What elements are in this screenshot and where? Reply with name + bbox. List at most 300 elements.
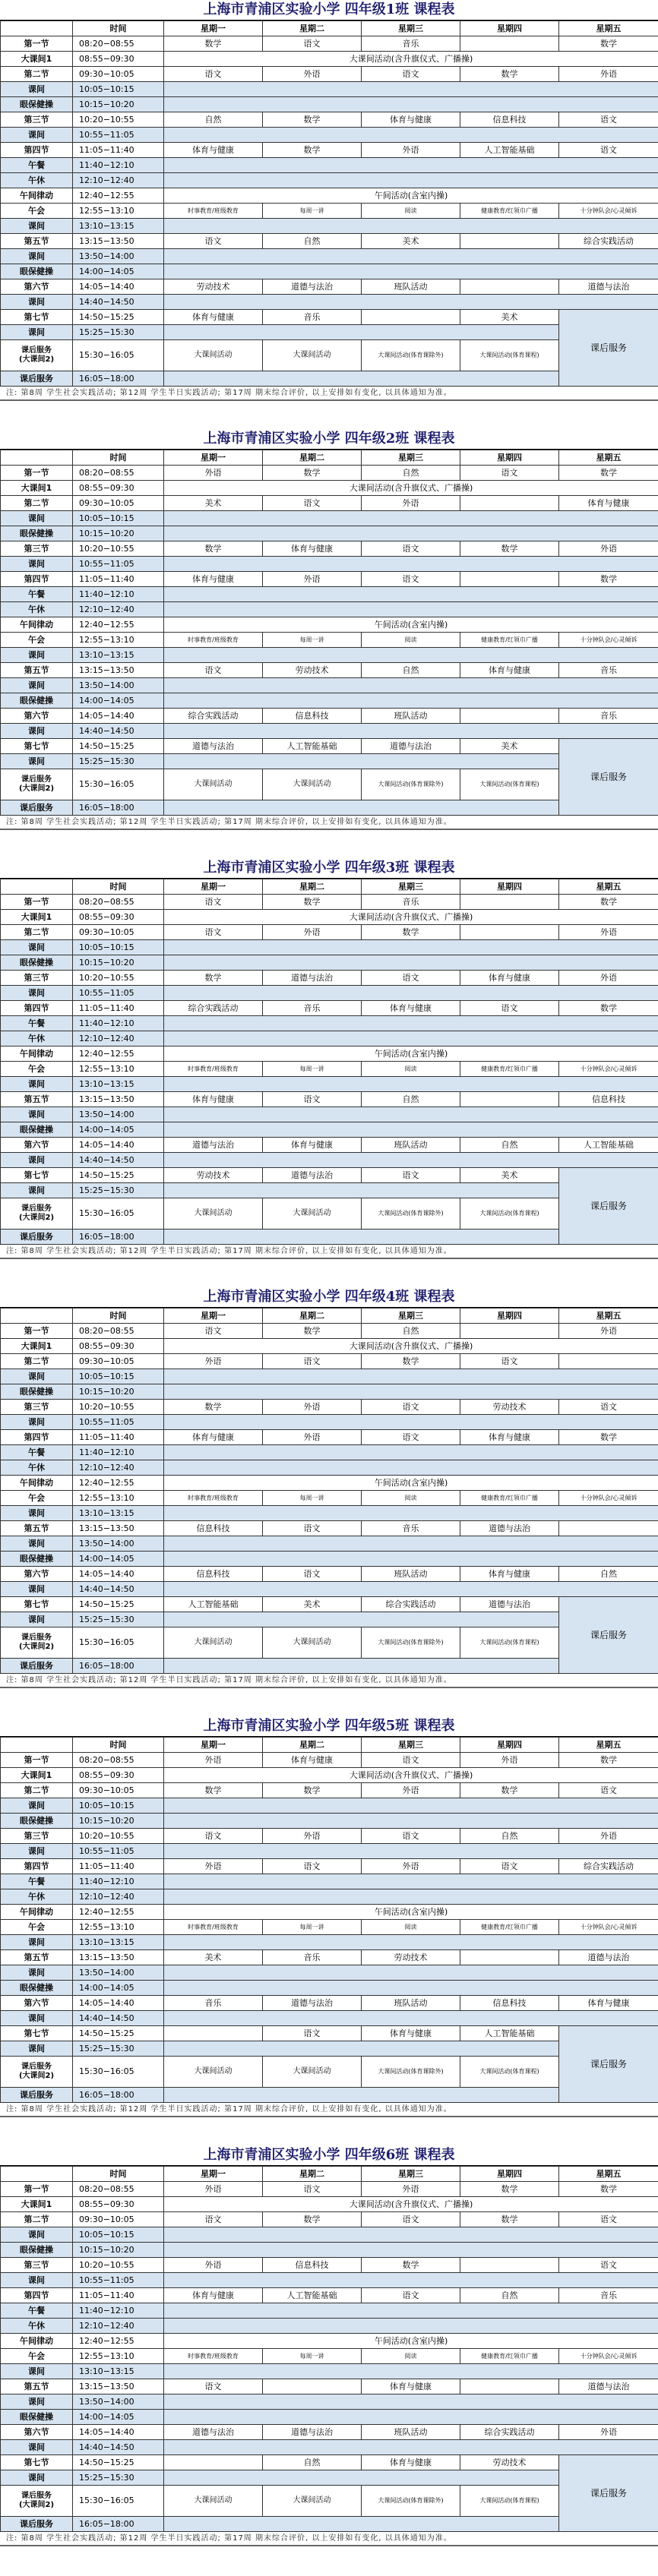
activity-cell: 午间活动(含室内操) — [164, 1905, 658, 1920]
period-time: 13:50−14:00 — [73, 1965, 164, 1981]
period-time: 09:30−10:05 — [73, 2212, 164, 2227]
empty-cell — [164, 940, 658, 955]
period-time: 12:40−12:55 — [73, 617, 164, 633]
period-time: 14:00−14:05 — [73, 1552, 164, 1567]
period-label: 午会 — [1, 204, 73, 219]
table-row — [1, 971, 658, 986]
subject-cell: 数学 — [164, 541, 263, 557]
period-label: 课后服务 (大课间2) — [1, 2486, 73, 2517]
period-label: 课间 — [1, 1536, 73, 1552]
subject-cell: 音乐 — [559, 2288, 658, 2303]
table-row — [1, 1339, 658, 1354]
subject-cell: 外语 — [460, 1753, 559, 1768]
period-time: 11:05−11:40 — [73, 1001, 164, 1016]
subject-cell: 语文 — [263, 36, 362, 52]
period-label: 午餐 — [1, 158, 73, 173]
subject-cell: 道德与法治 — [164, 739, 263, 754]
period-time: 14:00−14:05 — [73, 1122, 164, 1138]
activity-cell: 午间活动(含室内操) — [164, 1046, 658, 1062]
period-time: 15:30−16:05 — [73, 1198, 164, 1230]
subject-cell: 美术 — [263, 1597, 362, 1612]
subject-cell: 语文 — [362, 1430, 460, 1445]
period-label: 第四节 — [1, 143, 73, 158]
period-label: 午餐 — [1, 587, 73, 602]
meeting-cell: 十分钟队会/心灵倾诉 — [559, 633, 658, 648]
subject-cell: 自然 — [164, 112, 263, 128]
activity-cell: 午间活动(含室内操) — [164, 188, 658, 204]
period-label: 午间律动 — [1, 188, 73, 204]
period-time: 12:10−12:40 — [73, 602, 164, 617]
subject-cell — [559, 1521, 658, 1536]
subject-cell: 语文 — [362, 541, 460, 557]
period-time: 10:05−10:15 — [73, 940, 164, 955]
day-header: 星期一 — [164, 450, 263, 466]
activity-cell: 大课间活动(体育课程) — [460, 769, 559, 800]
period-label: 午间律动 — [1, 1046, 73, 1062]
period-time: 10:20−10:55 — [73, 2258, 164, 2273]
subject-cell: 体育与健康 — [362, 112, 460, 128]
table-row — [1, 2288, 658, 2303]
period-time: 11:05−11:40 — [73, 572, 164, 587]
empty-cell — [164, 264, 658, 279]
period-label: 课间 — [1, 2041, 73, 2057]
footnote: 注: 第8周 学生社会实践活动; 第12周 学生半日实践活动; 第17周 期末综合评价, 以上安排如有变化, 以具体通知为准。 — [0, 387, 658, 401]
subject-cell: 美术 — [362, 234, 460, 249]
table-row — [1, 1905, 658, 1920]
period-label: 课间 — [1, 1612, 73, 1627]
table-row — [1, 1582, 658, 1597]
empty-cell — [164, 526, 658, 541]
subject-cell — [362, 310, 460, 325]
subject-cell: 语文 — [164, 895, 263, 910]
schedule-table — [0, 2166, 658, 2532]
table-row — [1, 1536, 658, 1552]
meeting-cell: 阅读 — [362, 2349, 460, 2364]
empty-cell — [164, 1844, 658, 1859]
activity-cell: 午间活动(含室内操) — [164, 617, 658, 633]
period-label: 课后服务 (大课间2) — [1, 1198, 73, 1230]
subject-cell: 班队活动 — [362, 1567, 460, 1582]
period-time: 12:55−13:10 — [73, 2349, 164, 2364]
meeting-cell: 健康教育/红领巾广播 — [460, 1491, 559, 1506]
table-row — [1, 52, 658, 67]
subject-cell: 信息科技 — [263, 709, 362, 724]
period-label: 大课间1 — [1, 52, 73, 67]
activity-cell: 午间活动(含室内操) — [164, 2334, 658, 2349]
subject-cell: 外语 — [263, 925, 362, 940]
subject-cell: 自然 — [460, 1829, 559, 1844]
subject-cell: 自然 — [460, 1138, 559, 1153]
period-label: 课间 — [1, 1153, 73, 1168]
corner-cell — [1, 450, 73, 466]
subject-cell: 数学 — [362, 2258, 460, 2273]
period-label: 第五节 — [1, 663, 73, 678]
day-header: 星期四 — [460, 1738, 559, 1753]
day-header: 星期二 — [263, 2167, 362, 2182]
table-row — [1, 481, 658, 496]
day-header: 星期一 — [164, 21, 263, 36]
subject-cell: 语文 — [164, 2212, 263, 2227]
subject-cell: 语文 — [460, 1001, 559, 1016]
subject-cell: 道德与法治 — [263, 1996, 362, 2011]
period-time: 13:10−13:15 — [73, 219, 164, 234]
period-time: 11:40−12:10 — [73, 2303, 164, 2319]
period-time: 14:50−15:25 — [73, 2026, 164, 2041]
day-header: 星期三 — [362, 450, 460, 466]
schedule-table — [0, 21, 658, 387]
table-row — [1, 1783, 658, 1798]
subject-cell: 班队活动 — [362, 1138, 460, 1153]
table-row — [1, 2425, 658, 2440]
day-header: 星期二 — [263, 21, 362, 36]
day-header: 星期三 — [362, 21, 460, 36]
subject-cell: 外语 — [263, 1430, 362, 1445]
subject-cell — [460, 709, 559, 724]
period-label: 课间 — [1, 724, 73, 739]
subject-cell: 语文 — [362, 971, 460, 986]
period-label: 第六节 — [1, 1567, 73, 1582]
period-label: 第六节 — [1, 279, 73, 295]
period-time: 15:25−15:30 — [73, 754, 164, 769]
subject-cell: 语文 — [559, 2258, 658, 2273]
activity-cell: 大课间活动(体育课程) — [460, 340, 559, 371]
period-label: 课间 — [1, 295, 73, 310]
period-label: 课间 — [1, 2227, 73, 2243]
table-row — [1, 2182, 658, 2197]
empty-cell — [164, 1798, 658, 1814]
subject-cell: 音乐 — [263, 1001, 362, 1016]
day-header: 星期五 — [559, 879, 658, 895]
activity-cell: 大课间活动(体育课程) — [460, 2057, 559, 2088]
table-row — [1, 633, 658, 648]
period-time: 16:05−18:00 — [73, 2517, 164, 2532]
subject-cell: 语文 — [263, 1521, 362, 1536]
timetable-title: 上海市青浦区实验小学 四年级1班 课程表 — [0, 0, 658, 21]
period-label: 课后服务 (大课间2) — [1, 2057, 73, 2088]
empty-cell — [164, 2303, 658, 2319]
subject-cell: 语文 — [362, 1829, 460, 1844]
empty-cell — [164, 2243, 658, 2258]
table-row — [1, 2394, 658, 2410]
period-label: 午会 — [1, 1491, 73, 1506]
header-row — [1, 879, 658, 895]
after-service-cell: 课后服务 — [559, 310, 658, 387]
period-time: 10:20−10:55 — [73, 1400, 164, 1415]
table-row — [1, 602, 658, 617]
period-time: 08:20−08:55 — [73, 466, 164, 481]
period-time: 15:25−15:30 — [73, 2041, 164, 2057]
subject-cell: 语文 — [362, 2288, 460, 2303]
day-header: 星期二 — [263, 1309, 362, 1324]
empty-cell — [164, 2273, 658, 2288]
period-label: 第四节 — [1, 572, 73, 587]
period-time: 09:30−10:05 — [73, 1354, 164, 1369]
table-row — [1, 1950, 658, 1965]
empty-cell — [164, 648, 658, 663]
period-label: 第一节 — [1, 2182, 73, 2197]
subject-cell: 体育与健康 — [559, 1996, 658, 2011]
table-row — [1, 1798, 658, 1814]
period-label: 课间 — [1, 325, 73, 340]
period-label: 课后服务 — [1, 2517, 73, 2532]
table-row — [1, 128, 658, 143]
period-time: 13:15−13:50 — [73, 1092, 164, 1107]
activity-cell: 大课间活动 — [164, 1198, 263, 1230]
empty-cell — [164, 1506, 658, 1521]
table-row — [1, 541, 658, 557]
period-time: 13:15−13:50 — [73, 1521, 164, 1536]
time-header: 时间 — [73, 879, 164, 895]
period-label: 课后服务 (大课间2) — [1, 1627, 73, 1659]
subject-cell: 外语 — [559, 541, 658, 557]
after-service-cell: 课后服务 — [559, 739, 658, 816]
period-time: 08:20−08:55 — [73, 36, 164, 52]
subject-cell: 自然 — [362, 663, 460, 678]
period-time: 15:30−16:05 — [73, 1627, 164, 1659]
table-row — [1, 2410, 658, 2425]
period-label: 课间 — [1, 2011, 73, 2026]
period-time: 08:20−08:55 — [73, 1324, 164, 1339]
table-row — [1, 1138, 658, 1153]
empty-cell — [164, 955, 658, 971]
empty-cell — [164, 2041, 559, 2057]
activity-cell: 大课间活动 — [164, 769, 263, 800]
period-label: 课间 — [1, 557, 73, 572]
meeting-cell: 十分钟队会/心灵倾诉 — [559, 1491, 658, 1506]
day-header: 星期二 — [263, 879, 362, 895]
subject-cell — [164, 2026, 263, 2041]
schedule-table — [0, 1737, 658, 2103]
period-label: 午餐 — [1, 1874, 73, 1889]
subject-cell: 语文 — [164, 925, 263, 940]
period-label: 课间 — [1, 2273, 73, 2288]
header-row — [1, 1309, 658, 1324]
empty-cell — [164, 1536, 658, 1552]
subject-cell: 外语 — [263, 67, 362, 82]
empty-cell — [164, 1460, 658, 1476]
empty-cell — [164, 2517, 559, 2532]
period-label: 课间 — [1, 940, 73, 955]
table-row — [1, 1092, 658, 1107]
day-header: 星期三 — [362, 1738, 460, 1753]
day-header: 星期五 — [559, 2167, 658, 2182]
empty-cell — [164, 1077, 658, 1092]
period-time: 16:05−18:00 — [73, 800, 164, 816]
period-label: 第七节 — [1, 2026, 73, 2041]
period-time: 09:30−10:05 — [73, 496, 164, 511]
activity-cell: 大课间活动(体育课程) — [460, 1627, 559, 1659]
subject-cell: 外语 — [559, 925, 658, 940]
table-row — [1, 2440, 658, 2455]
empty-cell — [164, 1384, 658, 1400]
period-time: 12:10−12:40 — [73, 1889, 164, 1905]
period-time: 15:30−16:05 — [73, 769, 164, 800]
empty-cell — [164, 1107, 658, 1122]
table-row — [1, 663, 658, 678]
period-time: 13:10−13:15 — [73, 648, 164, 663]
period-label: 课间 — [1, 1965, 73, 1981]
period-label: 课间 — [1, 1506, 73, 1521]
period-label: 课间 — [1, 1107, 73, 1122]
activity-cell: 大课间活动 — [263, 340, 362, 371]
header-row — [1, 1738, 658, 1753]
meeting-cell: 阅读 — [362, 204, 460, 219]
subject-cell: 外语 — [164, 1753, 263, 1768]
subject-cell: 外语 — [164, 2182, 263, 2197]
subject-cell: 综合实践活动 — [164, 1001, 263, 1016]
empty-cell — [164, 371, 559, 387]
period-label: 课后服务 — [1, 800, 73, 816]
empty-cell — [164, 1612, 559, 1627]
table-row — [1, 2197, 658, 2212]
subject-cell: 语文 — [263, 2026, 362, 2041]
empty-cell — [164, 2227, 658, 2243]
period-label: 第四节 — [1, 1430, 73, 1445]
table-row — [1, 1445, 658, 1460]
period-label: 第三节 — [1, 971, 73, 986]
period-label: 课间 — [1, 2440, 73, 2455]
empty-cell — [164, 173, 658, 188]
table-row — [1, 1829, 658, 1844]
table-row — [1, 1153, 658, 1168]
subject-cell — [460, 279, 559, 295]
subject-cell: 音乐 — [559, 663, 658, 678]
subject-cell: 语文 — [263, 1354, 362, 1369]
period-label: 第七节 — [1, 1168, 73, 1183]
period-label: 课间 — [1, 219, 73, 234]
time-header: 时间 — [73, 21, 164, 36]
table-row — [1, 1814, 658, 1829]
period-time: 14:05−14:40 — [73, 2425, 164, 2440]
empty-cell — [164, 1582, 658, 1597]
table-row — [1, 1491, 658, 1506]
period-time: 13:15−13:50 — [73, 1950, 164, 1965]
subject-cell: 数学 — [263, 112, 362, 128]
subject-cell: 道德与法治 — [263, 2425, 362, 2440]
subject-cell: 语文 — [559, 1400, 658, 1415]
activity-cell: 大课间活动(含升旗仪式、广播操) — [164, 481, 658, 496]
period-time: 11:05−11:40 — [73, 1859, 164, 1874]
subject-cell: 外语 — [362, 1859, 460, 1874]
table-row — [1, 1415, 658, 1430]
meeting-cell: 十分钟队会/心灵倾诉 — [559, 1062, 658, 1077]
subject-cell: 人工智能基础 — [559, 1138, 658, 1153]
table-row — [1, 173, 658, 188]
period-time: 11:40−12:10 — [73, 158, 164, 173]
table-row — [1, 1460, 658, 1476]
period-label: 眼保健操 — [1, 955, 73, 971]
subject-cell: 劳动技术 — [460, 2455, 559, 2470]
subject-cell: 语文 — [362, 67, 460, 82]
subject-cell: 语文 — [460, 1859, 559, 1874]
table-row — [1, 466, 658, 481]
subject-cell — [460, 2258, 559, 2273]
period-label: 课间 — [1, 1077, 73, 1092]
after-service-cell: 课后服务 — [559, 1168, 658, 1245]
time-header: 时间 — [73, 2167, 164, 2182]
table-row — [1, 2364, 658, 2379]
period-time: 14:00−14:05 — [73, 693, 164, 709]
period-label: 课后服务 — [1, 1659, 73, 1674]
table-row — [1, 955, 658, 971]
activity-cell: 大课间活动(体育课除外) — [362, 2057, 460, 2088]
period-time: 13:10−13:15 — [73, 1506, 164, 1521]
footnote: 注: 第8周 学生社会实践活动; 第12周 学生半日实践活动; 第17周 期末综合评价, 以上安排如有变化, 以具体通知为准。 — [0, 2103, 658, 2117]
footnote: 注: 第8周 学生社会实践活动; 第12周 学生半日实践活动; 第17周 期末综合评价, 以上安排如有变化, 以具体通知为准。 — [0, 1674, 658, 1688]
empty-cell — [164, 1415, 658, 1430]
subject-cell: 道德与法治 — [559, 279, 658, 295]
subject-cell — [164, 2455, 263, 2470]
subject-cell: 外语 — [362, 143, 460, 158]
period-label: 课间 — [1, 2394, 73, 2410]
subject-cell: 体育与健康 — [460, 1430, 559, 1445]
period-time: 16:05−18:00 — [73, 1659, 164, 1674]
period-label: 第三节 — [1, 541, 73, 557]
table-row — [1, 2212, 658, 2227]
subject-cell: 班队活动 — [362, 279, 460, 295]
subject-cell: 劳动技术 — [263, 663, 362, 678]
subject-cell: 体育与健康 — [460, 663, 559, 678]
period-label: 课间 — [1, 128, 73, 143]
subject-cell: 数学 — [263, 466, 362, 481]
subject-cell: 数学 — [559, 895, 658, 910]
period-time: 10:15−10:20 — [73, 955, 164, 971]
subject-cell: 语文 — [362, 1168, 460, 1183]
period-label: 第七节 — [1, 1597, 73, 1612]
subject-cell: 体育与健康 — [263, 1138, 362, 1153]
period-label: 第五节 — [1, 2379, 73, 2394]
period-time: 12:55−13:10 — [73, 204, 164, 219]
empty-cell — [164, 295, 658, 310]
period-label: 第六节 — [1, 709, 73, 724]
table-row — [1, 67, 658, 82]
table-row — [1, 1889, 658, 1905]
empty-cell — [164, 325, 559, 340]
subject-cell: 数学 — [362, 925, 460, 940]
subject-cell: 数学 — [559, 572, 658, 587]
period-label: 眼保健操 — [1, 2243, 73, 2258]
day-header: 星期四 — [460, 450, 559, 466]
period-time: 15:30−16:05 — [73, 2486, 164, 2517]
subject-cell: 体育与健康 — [164, 143, 263, 158]
footnote: 注: 第8周 学生社会实践活动; 第12周 学生半日实践活动; 第17周 期末综合评价, 以上安排如有变化, 以具体通知为准。 — [0, 2532, 658, 2546]
subject-cell: 数学 — [362, 1354, 460, 1369]
table-row — [1, 234, 658, 249]
empty-cell — [164, 97, 658, 112]
period-label: 第三节 — [1, 1400, 73, 1415]
period-time: 11:05−11:40 — [73, 1430, 164, 1445]
period-label: 课间 — [1, 1415, 73, 1430]
subject-cell: 体育与健康 — [263, 541, 362, 557]
header-row — [1, 21, 658, 36]
period-time: 08:20−08:55 — [73, 895, 164, 910]
period-time: 11:40−12:10 — [73, 587, 164, 602]
period-time: 09:30−10:05 — [73, 1783, 164, 1798]
table-row — [1, 1981, 658, 1996]
period-time: 08:20−08:55 — [73, 2182, 164, 2197]
period-label: 午休 — [1, 1031, 73, 1046]
period-label: 第三节 — [1, 112, 73, 128]
meeting-cell: 时事教育/班级教育 — [164, 204, 263, 219]
subject-cell: 数学 — [559, 466, 658, 481]
period-time: 14:40−14:50 — [73, 2011, 164, 2026]
period-label: 午间律动 — [1, 617, 73, 633]
table-row — [1, 895, 658, 910]
activity-cell: 大课间活动(体育课除外) — [362, 1627, 460, 1659]
period-time: 10:15−10:20 — [73, 526, 164, 541]
time-header: 时间 — [73, 450, 164, 466]
period-label: 午会 — [1, 1920, 73, 1935]
